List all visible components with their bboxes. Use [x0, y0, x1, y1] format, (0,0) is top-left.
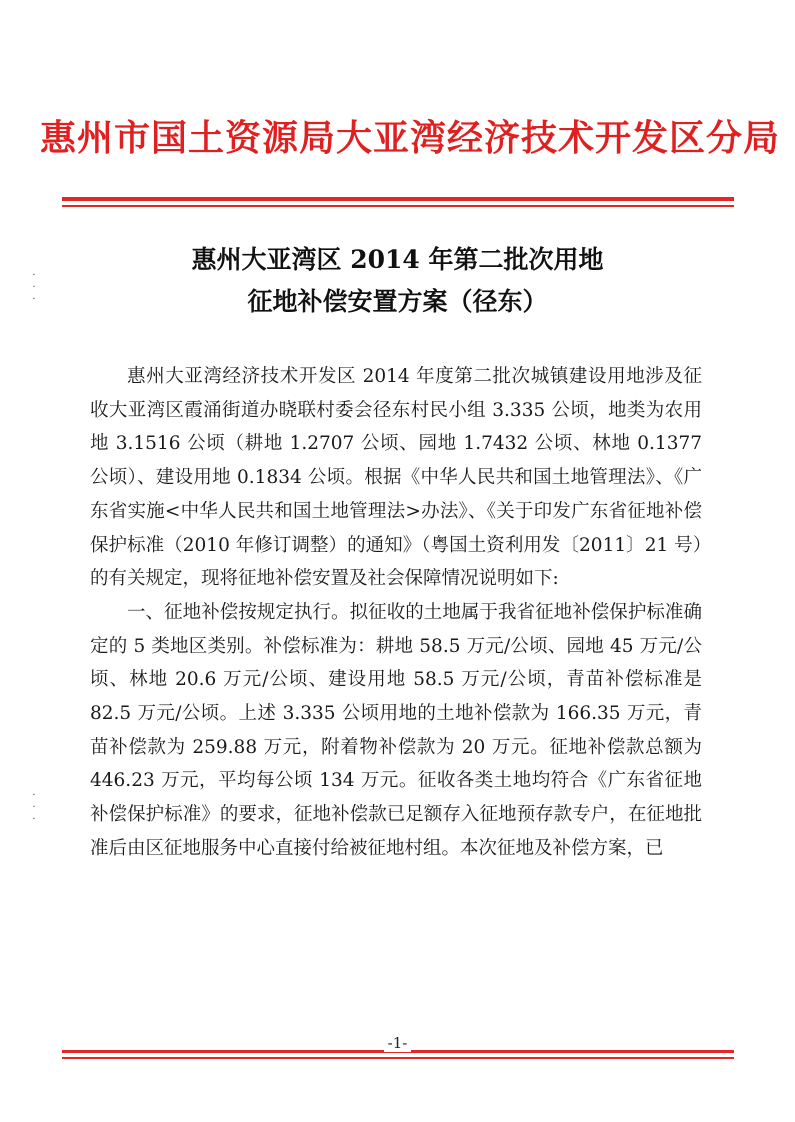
paragraph-intro: 惠州大亚湾经济技术开发区 2014 年度第二批次城镇建设用地涉及征收大亚湾区霞涌街道办晓联村委会径东村民小组 3.335 公顷，地类为农用地 3.1516 公顷（耕地 1.2707 公顷、园地 1.7432 公顷、林地 0.1377 公顷）、建设用地 0.1834 公顷。根据《中华人民共和国土地管理法》、《广东省实施<中华人民共和国土地管理法>办法》、《关于印发广东省征地补偿保护标准（2010 年修订调整）的通知》（粤国土资利用发〔2011〕21 号）的有关规定，现将征地补偿安置及社会保障情况说明如下: — [90, 366, 702, 590]
page-number — [0, 1034, 795, 1052]
document-title-line-2: 征地补偿安置方案（径东） — [247, 287, 548, 316]
document-body — [90, 360, 702, 866]
letterhead-divider-thin — [62, 205, 734, 207]
document-title-line-1: 惠州大亚湾区 2014 年第二批次用地 — [191, 245, 604, 274]
letterhead-divider-thick — [62, 197, 734, 201]
binding-hole-mark: · · · — [32, 270, 36, 305]
binding-hole-mark: · · · — [32, 790, 36, 825]
page-number-text: -1- — [384, 1034, 412, 1052]
organization-letterhead: 惠州市国土资源局大亚湾经济技术开发区分局 — [40, 117, 781, 159]
paragraph-compensation: 一、征地补偿按规定执行。拟征收的土地属于我省征地补偿保护标准确定的 5 类地区类别。补偿标准为：耕地 58.5 万元/公顷、园地 45 万元/公顷、林地 20.6 万元/公顷、建设用地 58.5 万元/公顷，青苗补偿标准是 82.5 万元/公顷。上述 3.335 公顷用地的土地补偿款为 166.35 万元，青苗补偿款为 259.88 万元，附着物补偿款为 20 万元。征地补偿款总额为 446.23 万元，平均每公顷 134 万元。征收各类土地均符合《广东省征地补偿保护标准》的要求，征地补偿款已足额存入征地预存款专户，在征地批准后由区征地服务中心直接付给被征地村组。本次征地及补偿方案，已 — [90, 601, 702, 859]
footer-divider-thin — [62, 1057, 734, 1059]
